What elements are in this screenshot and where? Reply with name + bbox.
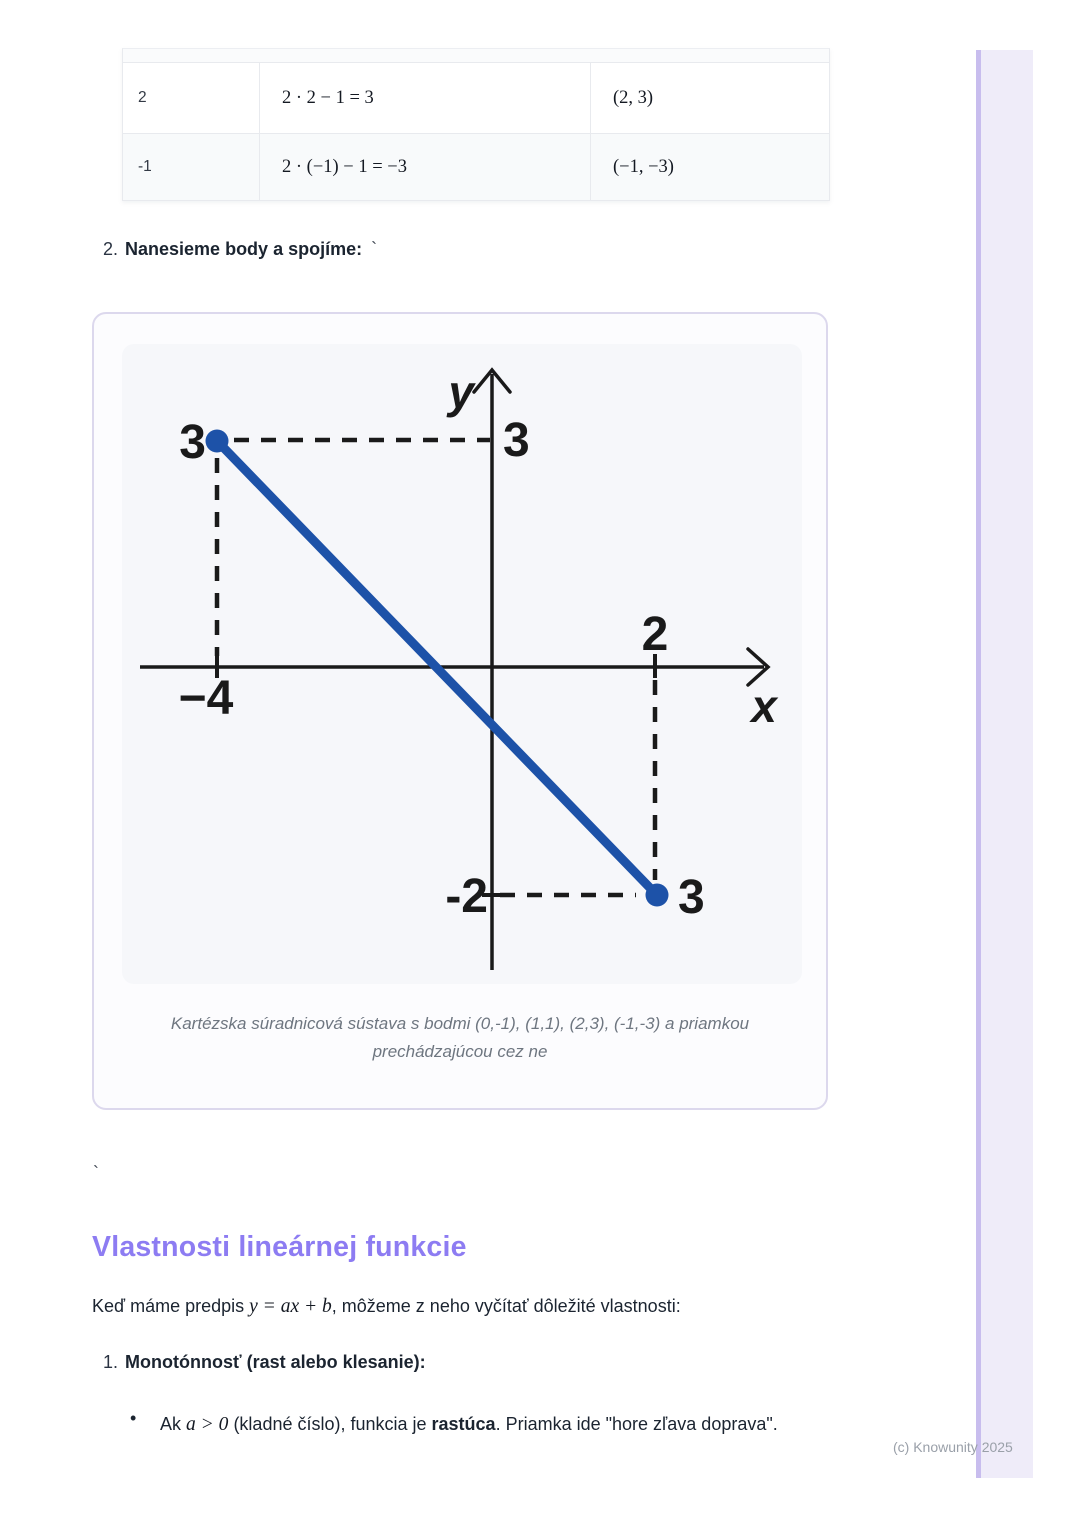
cell-x-value: 2 (123, 63, 260, 133)
list-item-label: Nanesieme body a spojíme: (125, 239, 363, 259)
cell-point (591, 63, 829, 133)
math-point: (2, 3) (613, 87, 654, 108)
ordered-list-item-1 (103, 1352, 426, 1373)
list-item-label: Monotónnosť (rast alebo klesanie): (125, 1352, 426, 1372)
point-b (646, 884, 669, 907)
page-highlight-bar (976, 50, 1033, 1478)
bullet-bold-word: rastúca (431, 1414, 496, 1434)
caption-line1: Kartézska súradnicová sústava s bodmi (0,-1), (1,1), (2,3), (-1,-3) a priamkou (170, 1014, 750, 1033)
cell-calculation (260, 134, 591, 200)
stray-backtick: ` (93, 1163, 99, 1183)
label-yaxis-3: 3 (503, 414, 530, 467)
bullet-text-post: . Priamka ide "hore zľava doprava". (495, 1414, 778, 1434)
watermark-text: (c) Knowunity 2025 (893, 1439, 1013, 1455)
figure-caption (94, 1010, 826, 1066)
value-table (122, 48, 830, 201)
stray-backtick: ` (371, 239, 378, 259)
figure-card (92, 312, 828, 1110)
label-point-a-y: 3 (179, 416, 206, 469)
intro-paragraph (92, 1296, 681, 1318)
table-row (123, 134, 829, 200)
list-number: 2. (103, 239, 119, 259)
ordered-list-item-2 (103, 239, 377, 260)
label-yaxis-minus2: -2 (445, 870, 488, 923)
math-inequality: a > 0 (186, 1414, 229, 1435)
coordinate-system-svg (122, 344, 802, 984)
x-axis-label: x (751, 680, 777, 732)
cell-calculation (260, 63, 591, 133)
math-expression: 2 · (−1) − 1 = −3 (282, 156, 407, 177)
bullet-item (160, 1406, 800, 1443)
table-row (123, 63, 829, 134)
label-xaxis-2: 2 (641, 608, 669, 661)
label-xaxis-minus4: −4 (178, 672, 234, 725)
math-point: (−1, −3) (613, 156, 674, 177)
caption-line2: prechádzajúcou cez ne (372, 1042, 548, 1061)
coordinate-figure (122, 344, 802, 984)
bullet-text-mid: (kladné číslo), funkcia je (228, 1414, 432, 1434)
intro-text-post: , môžeme z neho vyčítať dôležité vlastnosti: (331, 1296, 681, 1316)
cell-point (591, 134, 829, 200)
list-number: 1. (103, 1352, 119, 1372)
math-formula: y = ax + b (249, 1296, 332, 1317)
section-heading: Vlastnosti lineárnej funkcie (92, 1231, 467, 1263)
point-a (206, 430, 229, 453)
label-point-b: 3 (678, 871, 705, 924)
y-axis-label: y (448, 366, 474, 418)
table-row-clipped (123, 49, 829, 63)
bullet-marker: • (130, 1408, 137, 1428)
math-expression: 2 · 2 − 1 = 3 (282, 87, 374, 108)
cell-x-value: -1 (123, 134, 260, 200)
intro-text-pre: Keď máme predpis (92, 1296, 250, 1316)
bullet-text-pre: Ak (160, 1414, 187, 1434)
